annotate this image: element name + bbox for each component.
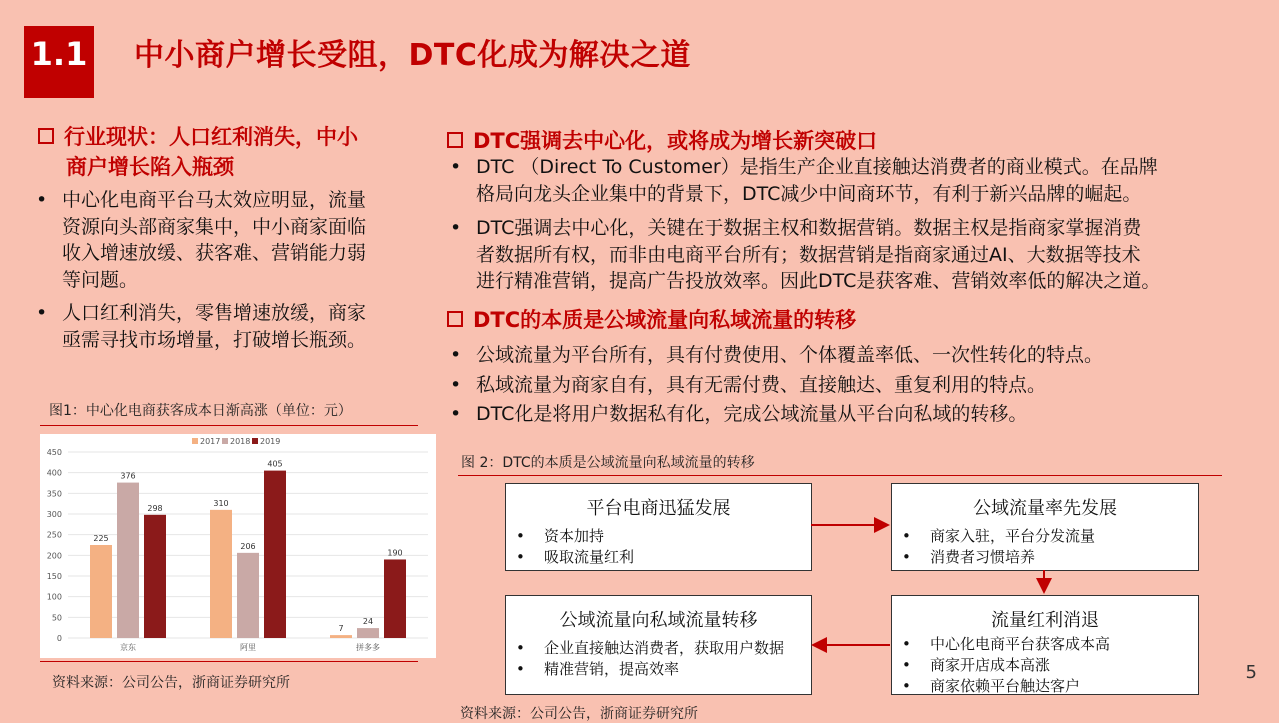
y-tick-label: 50 (51, 613, 62, 623)
y-tick-label: 250 (46, 530, 62, 540)
left-heading: 行业现状：人口红利消失，中小 商户增长陷入瓶颈 (38, 122, 418, 182)
y-tick-label: 0 (56, 634, 62, 643)
flow-box-item: • 商家依赖平台触达客户 (902, 676, 1198, 697)
x-tick-label: 阿里 (240, 643, 256, 652)
flow-box-item: • 商家开店成本高涨 (902, 655, 1198, 676)
bullet-line: • 人口红利消失，零售增速放缓，商家 (62, 302, 367, 324)
flow-box-item: • 中心化电商平台获客成本高 (902, 634, 1198, 655)
data-label: 206 (240, 541, 256, 551)
right-heading-2: DTC的本质是公域流量向私域流量的转移 (447, 305, 856, 335)
data-label: 190 (387, 548, 403, 558)
y-tick-label: 450 (46, 448, 62, 457)
flow-box-item: • 企业直接触达消费者，获取用户数据 (516, 638, 811, 659)
bullet-line: 进行精准营销，提高广告投放效率。因此DTC是获客难、营销效率低的解决之道。 (476, 270, 1161, 292)
legend-label: 2019 (260, 437, 281, 446)
flow-box-title: 公域流量向私域流量转移 (559, 610, 758, 631)
bullet-line: 亟需寻找市场增量，打破增长瓶颈。 (62, 328, 367, 351)
y-tick-label: 100 (46, 592, 62, 602)
flow-box-title: 公域流量率先发展 (973, 498, 1117, 519)
bullet-line: • 中心化电商平台马太效应明显，流量 (62, 189, 367, 211)
legend-label: 2017 (200, 437, 221, 446)
data-label: 24 (362, 617, 374, 627)
flow-box-item: • 消费者习惯培养 (902, 547, 1198, 568)
y-tick-label: 300 (46, 510, 62, 519)
figure1-source: 资料来源：公司公告，浙商证券研究所 (52, 675, 290, 691)
bullet-line: • DTC （Direct To Customer）是指生产企业直接触达消费者的商业模式。在品牌 (476, 156, 1158, 178)
flow-box-item: • 吸取流量红利 (516, 547, 811, 568)
bullet-line: • DTC强调去中心化，关键在于数据主权和数据营销。数据主权是指商家掌握消费 (476, 217, 1142, 239)
data-label: 310 (213, 498, 229, 508)
bullet-item: • DTC化是将用户数据私有化，完成公域流量从平台向私域的转移。 (446, 401, 1266, 428)
figure2-source: 资料来源：公司公告，浙商证券研究所 (460, 706, 698, 722)
data-label: 405 (267, 459, 283, 469)
x-tick-label: 京东 (120, 643, 136, 652)
bullet-item: • 公域流量为平台所有，具有付费使用、个体覆盖率低、一次性转化的特点。 (446, 342, 1266, 369)
page-number: 5 (1245, 662, 1257, 683)
section-number-badge: 1.1 (24, 26, 94, 98)
right-heading-1: DTC强调去中心化，或将成为增长新突破口 (447, 126, 877, 156)
y-tick-label: 200 (46, 551, 62, 561)
bullet-line: 者数据所有权，而非由电商平台所有；数据营销是指商家通过AI、大数据等技术 (476, 243, 1141, 266)
bullet-item: • 私域流量为商家自有，具有无需付费、直接触达、重复利用的特点。 (446, 372, 1266, 399)
bullet-line: 收入增速放缓、获客难、营销能力弱 (62, 242, 367, 264)
flow-box-title: 流量红利消退 (991, 610, 1099, 631)
x-tick-label: 拼多多 (356, 643, 380, 652)
data-label: 225 (93, 534, 109, 543)
page-title: 中小商户增长受阻，DTC化成为解决之道 (134, 38, 691, 73)
figure1-caption: 图1：中心化电商获客成本日渐高涨（单位：元） (49, 403, 352, 419)
flow-box-item: • 资本加持 (516, 526, 811, 547)
data-label: 7 (338, 624, 344, 634)
legend-label: 2018 (230, 437, 251, 446)
flow-box-item: • 精准营销，提高效率 (516, 659, 811, 680)
bullet-line: 格局向龙头企业集中的背景下，DTC减少中间商环节，有利于新兴品牌的崛起。 (476, 182, 1142, 205)
flow-box-item: • 商家入驻，平台分发流量 (902, 526, 1198, 547)
data-label: 298 (147, 503, 163, 513)
y-tick-label: 150 (46, 572, 62, 581)
y-tick-label: 350 (46, 489, 62, 499)
figure2-caption: 图 2：DTC的本质是公域流量向私域流量的转移 (461, 455, 755, 471)
bullet-line: 资源向头部商家集中，中小商家面临 (62, 215, 367, 238)
bullet-line: 等问题。 (62, 268, 139, 291)
flow-box-title: 平台电商迅猛发展 (586, 498, 731, 519)
data-label: 376 (120, 471, 136, 481)
y-tick-label: 400 (46, 468, 62, 478)
